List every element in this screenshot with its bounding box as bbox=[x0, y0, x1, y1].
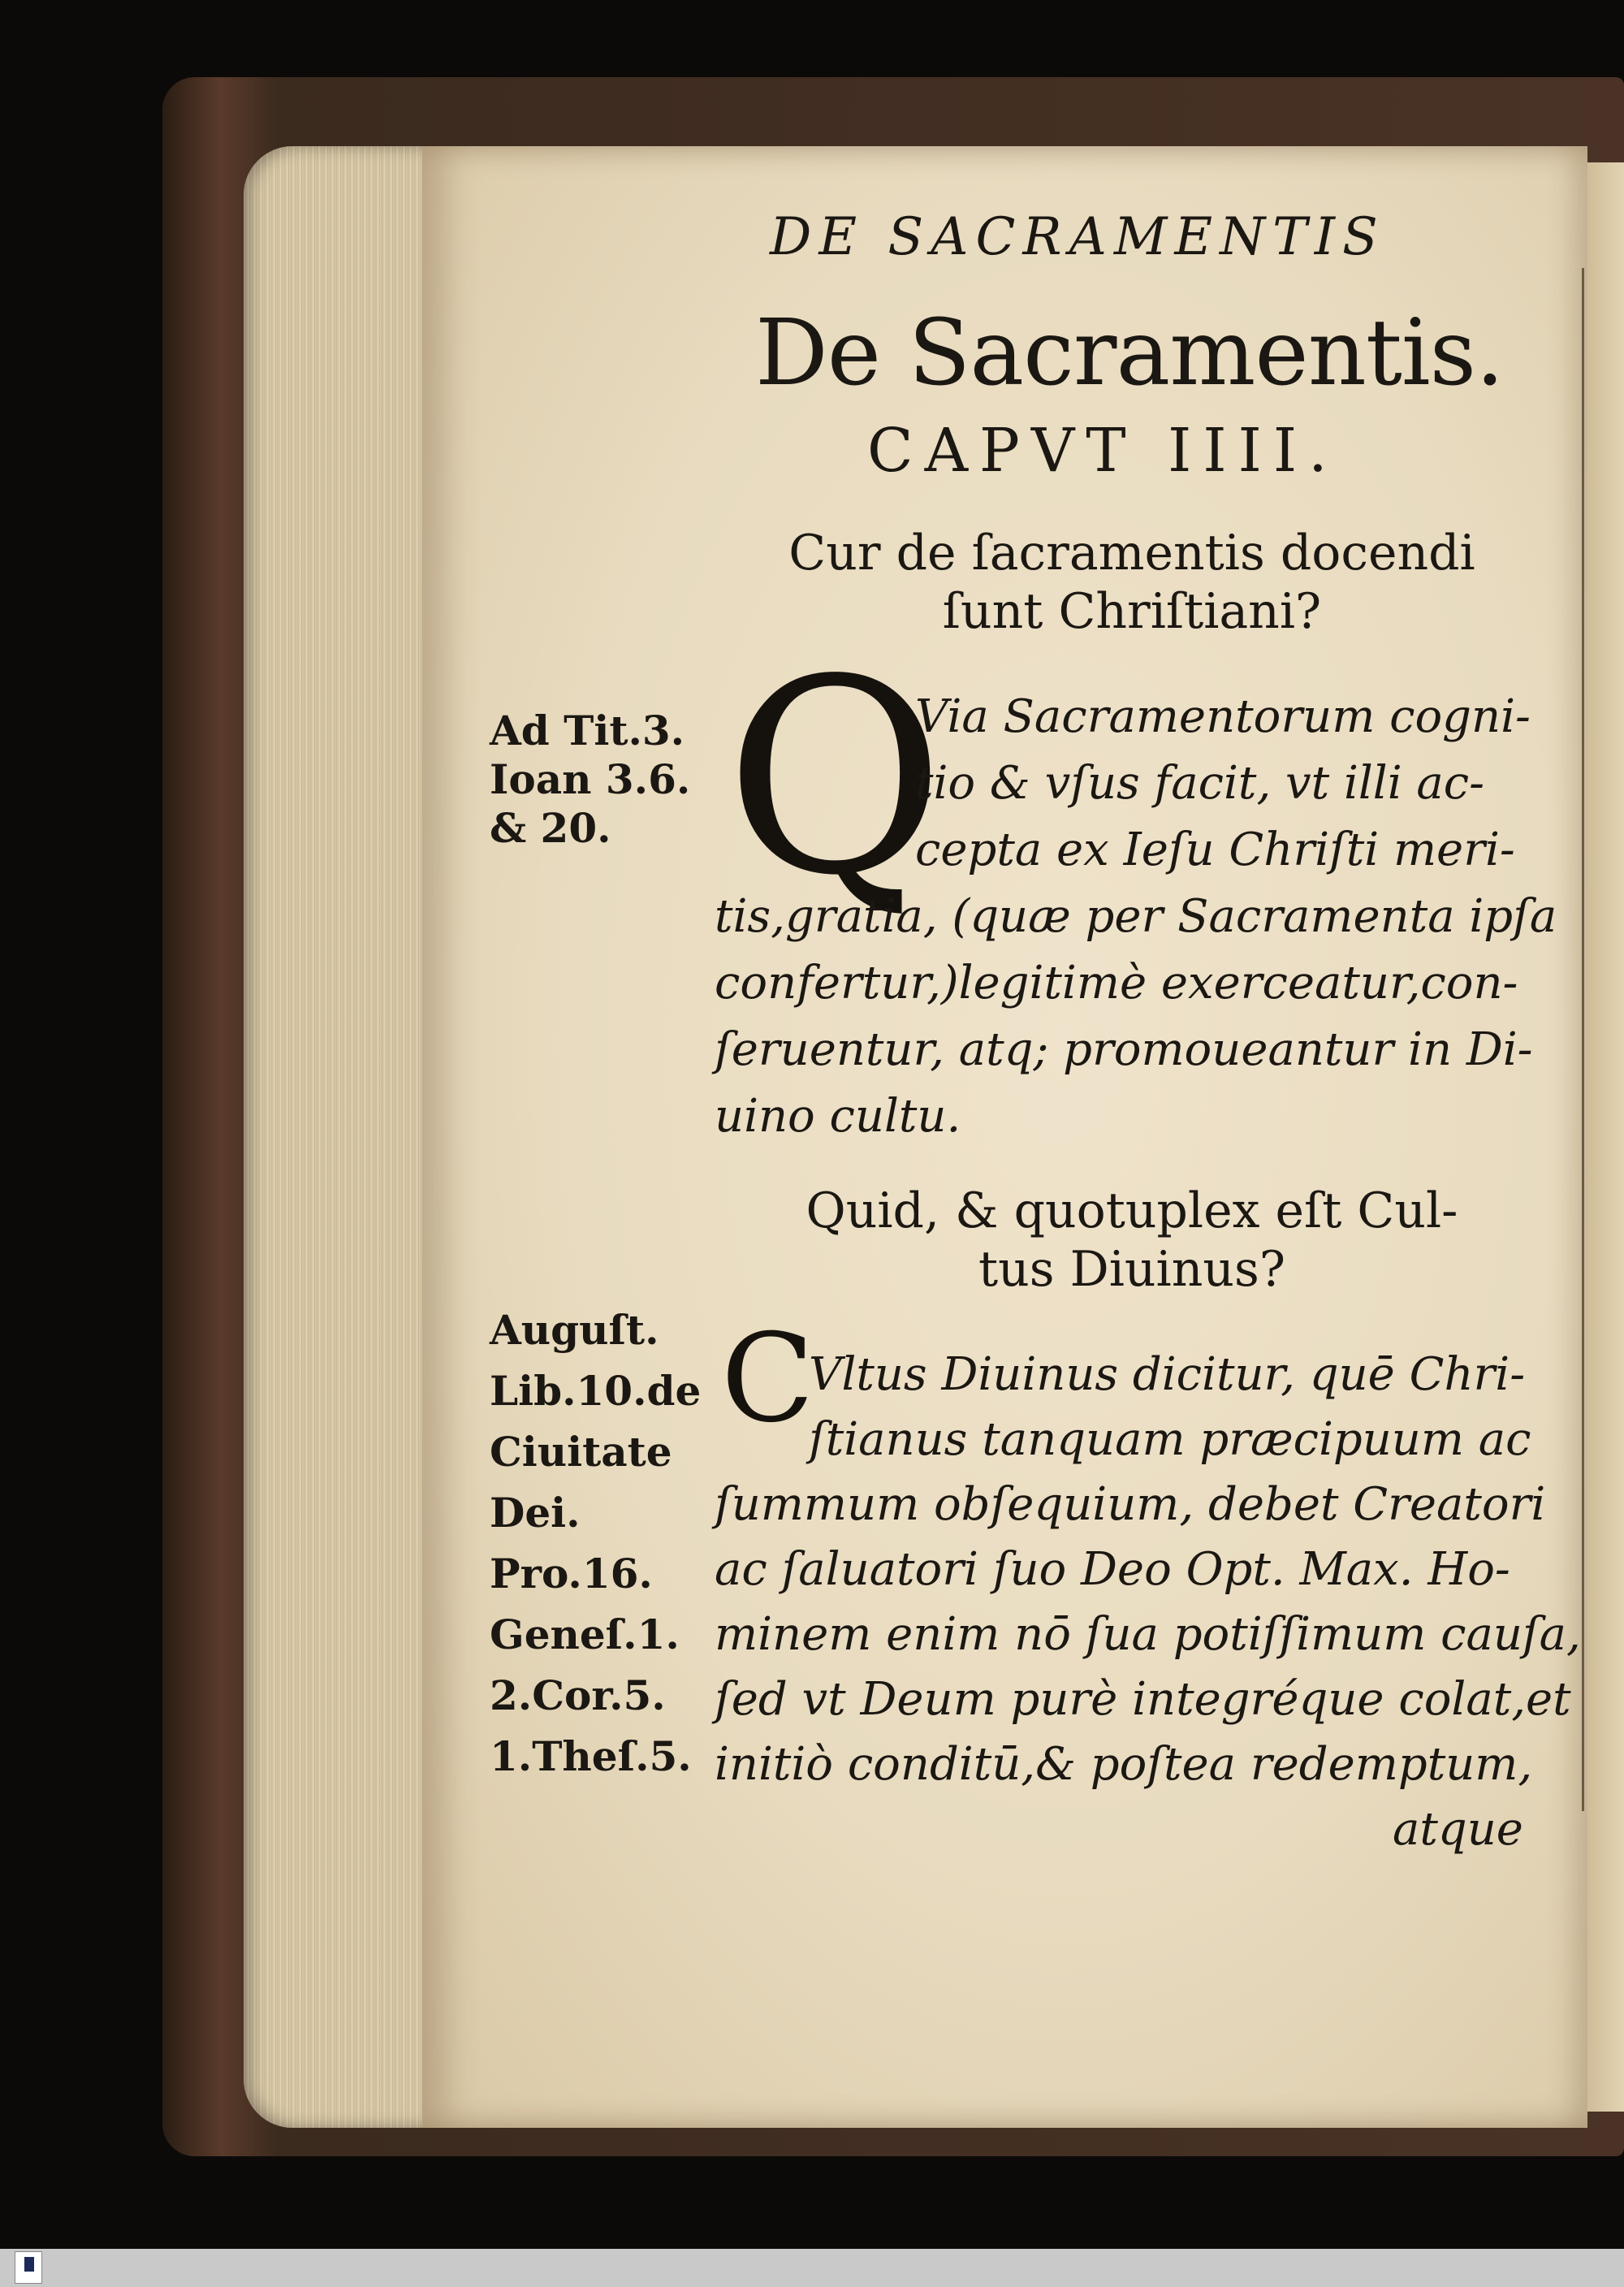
text-line: ſeruentur, atq; promoueantur in Di- bbox=[715, 1023, 1533, 1076]
margin-note: Ad Tit.3. bbox=[490, 707, 685, 754]
text-line: confertur,)legitimè exerceatur,con- bbox=[715, 957, 1518, 1009]
text-line: ſed vt Deum purè integréque colat,et bbox=[715, 1673, 1571, 1726]
text-line: tio & vſus facit, vt illi ac- bbox=[915, 757, 1485, 810]
margin-note: Ioan 3.6. bbox=[490, 755, 691, 803]
text-line: ac ſaluatori ſuo Deo Opt. Max. Ho- bbox=[715, 1543, 1510, 1596]
text-line: uino cultu. bbox=[715, 1090, 961, 1143]
library-logo-icon bbox=[15, 2251, 42, 2284]
binding-thread bbox=[1582, 268, 1584, 1811]
page-edges bbox=[244, 146, 438, 2128]
margin-note: Dei. bbox=[490, 1489, 581, 1537]
text-line: minem enim nō ſua potiſſimum cauſa, bbox=[715, 1608, 1581, 1661]
drop-cap-q: Q bbox=[725, 622, 945, 934]
viewer-bottom-bar bbox=[0, 2249, 1624, 2287]
chapter-title: De Sacramentis. bbox=[755, 300, 1504, 406]
question-line: Cur de ſacramentis docendi bbox=[788, 525, 1475, 581]
running-head: DE SACRAMENTIS bbox=[770, 207, 1385, 267]
text-line: initiò conditū,& poſtea redemptum, bbox=[715, 1738, 1533, 1791]
question-line: tus Diuinus? bbox=[978, 1241, 1285, 1298]
chapter-number: CAPVT IIII. bbox=[867, 416, 1339, 486]
margin-note: Geneſ.1. bbox=[490, 1610, 680, 1658]
margin-notes-2 bbox=[490, 1308, 701, 1779]
text-line: cepta ex Ieſu Chriſti meri- bbox=[915, 824, 1515, 876]
margin-note: 2.Cor.5. bbox=[490, 1671, 666, 1719]
margin-note: Auguſt. bbox=[490, 1306, 659, 1354]
drop-cap-c: C bbox=[721, 1308, 814, 1450]
margin-note: & 20. bbox=[490, 804, 611, 852]
question-line: ſunt Chriſtiani? bbox=[942, 583, 1322, 640]
text-line: ſtianus tanquam præcipuum ac bbox=[809, 1413, 1531, 1466]
margin-notes-1 bbox=[490, 707, 690, 853]
text-line: Via Sacramentorum cogni- bbox=[915, 690, 1531, 743]
text-line: Vltus Diuinus dicitur, quē Chri- bbox=[809, 1348, 1526, 1401]
margin-note: Lib.10.de bbox=[490, 1367, 702, 1415]
text-line: tis,gratia, (quæ per Sacramenta ipſa bbox=[715, 890, 1557, 943]
question-heading-2 bbox=[742, 1182, 1522, 1299]
margin-note: Ciuitate bbox=[490, 1428, 672, 1476]
margin-note: 1.Theſ.5. bbox=[490, 1732, 692, 1780]
margin-note: Pro.16. bbox=[490, 1550, 653, 1597]
question-line: Quid, & quotuplex eſt Cul- bbox=[806, 1182, 1458, 1239]
catchword: atque bbox=[1393, 1803, 1523, 1856]
text-line: ſummum obſequium, debet Creatori bbox=[715, 1478, 1546, 1531]
